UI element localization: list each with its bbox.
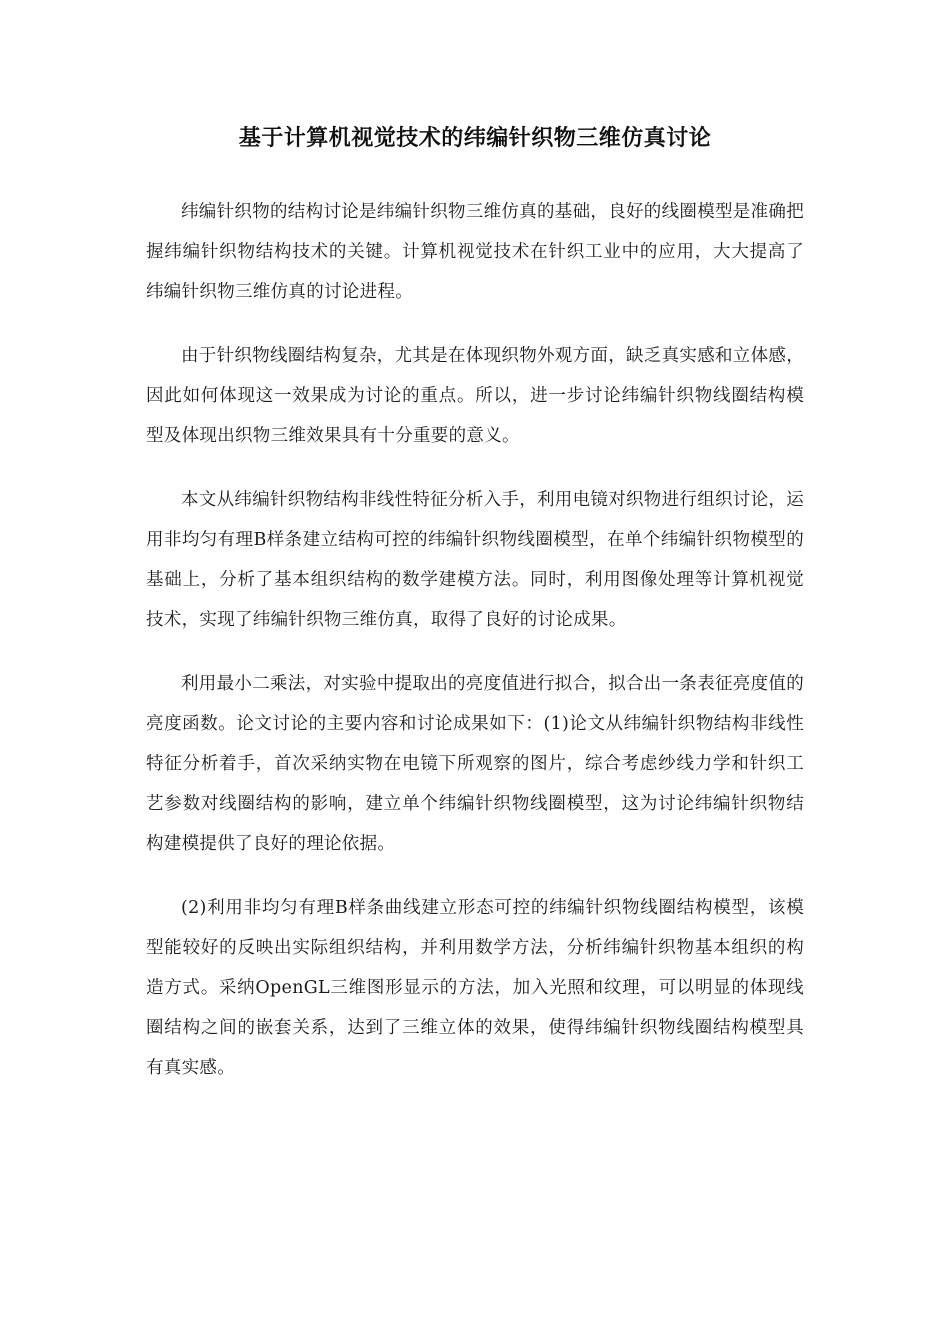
document-title: 基于计算机视觉技术的纬编针织物三维仿真讨论 [238, 125, 712, 151]
paragraph-5: (2)利用非均匀有理B样条曲线建立形态可控的纬编针织物线圈结构模型，该模型能较好的反映出实际组织结构，并利用数学方法，分析纬编针织物基本组织的构造方式。采纳OpenGL三维图形显示的方法，加入光照和纹理，可以明显的体现线圈结构之间的嵌套关系，达到了三维立体的效果，使得纬编针织物线圈结构模型具有真实感。 [146, 898, 804, 1078]
paragraph-4: 利用最小二乘法，对实验中提取出的亮度值进行拟合，拟合出一条表征亮度值的亮度函数。论文讨论的主要内容和讨论成果如下：(1)论文从纬编针织物结构非线性特征分析着手，首次采纳实物在电镜下所观察的图片，综合考虑纱线力学和针织工艺参数对线圈结构的影响，建立单个纬编针织物线圈模型，这为讨论纬编针织物结构建模提供了良好的理论依据。 [146, 674, 804, 854]
paragraph-2: 由于针织物线圈结构复杂，尤其是在体现织物外观方面，缺乏真实感和立体感，因此如何体现这一效果成为讨论的重点。所以，进一步讨论纬编针织物线圈结构模型及体现出织物三维效果具有十分重要的意义。 [146, 346, 804, 446]
paragraph-1: 纬编针织物的结构讨论是纬编针织物三维仿真的基础，良好的线圈模型是准确把握纬编针织物结构技术的关键。计算机视觉技术在针织工业中的应用，大大提高了纬编针织物三维仿真的讨论进程。 [146, 202, 804, 302]
paragraph-3: 本文从纬编针织物结构非线性特征分析入手，利用电镜对织物进行组织讨论，运用非均匀有理B样条建立结构可控的纬编针织物线圈模型，在单个纬编针织物模型的基础上，分析了基本组织结构的数学建模方法。同时，利用图像处理等计算机视觉技术，实现了纬编针织物三维仿真，取得了良好的讨论成果。 [146, 490, 804, 630]
